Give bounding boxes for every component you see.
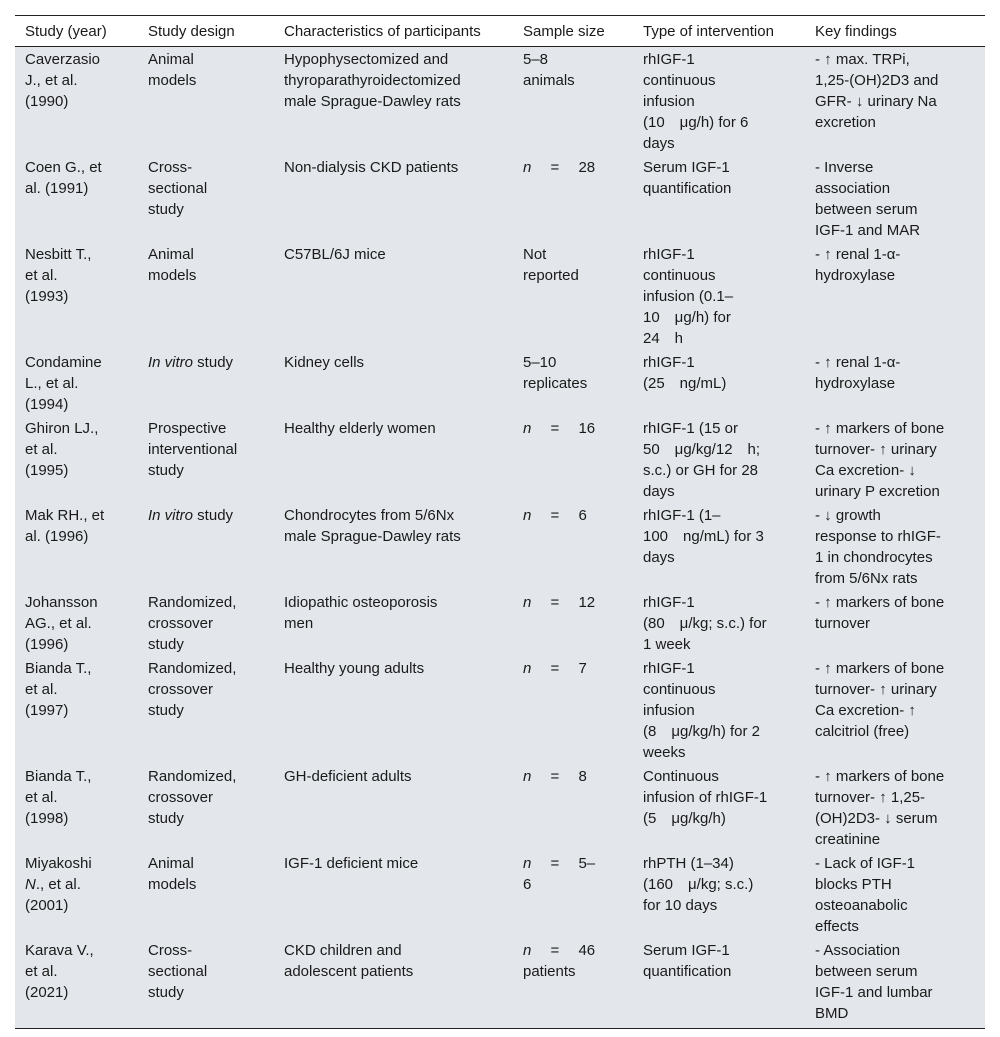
cell-line: s.c.) or GH for 28 — [643, 462, 759, 479]
cell-findings — [805, 938, 985, 1029]
cell-line: (2001) — [25, 897, 69, 914]
cell-line: male Sprague-Dawley rats — [284, 528, 461, 545]
cell-line: L., et al. — [25, 375, 79, 392]
cell-intervention — [633, 47, 805, 156]
cell-line: et al. — [25, 789, 58, 806]
cell-line: Bianda T., — [25, 660, 92, 677]
cell-line: n = 28 — [523, 159, 596, 176]
italic-n: n — [523, 942, 551, 959]
cell-line: Not — [523, 246, 547, 263]
cell-line: Idiopathic osteoporosis — [284, 594, 438, 611]
cell-study — [15, 47, 138, 156]
table-row — [15, 416, 985, 503]
cell-line: (10 μg/h) for 6 — [643, 114, 749, 131]
cell-line: Ghiron LJ., — [25, 420, 99, 437]
header-study: Study (year) — [15, 16, 138, 47]
cell-line: - ↑ max. TRPi, — [815, 51, 910, 68]
cell-study — [15, 350, 138, 416]
cell-line: et al. — [25, 267, 58, 284]
cell-line: 1,25-(OH)2D3 and — [815, 72, 939, 89]
cell-line: BMD — [815, 1005, 849, 1022]
cell-line: turnover- ↑ 1,25- — [815, 789, 926, 806]
italic-n: n — [523, 768, 551, 785]
cell-line: from 5/6Nx rats — [815, 570, 918, 587]
cell-intervention — [633, 350, 805, 416]
cell-study — [15, 590, 138, 656]
cell-line: IGF-1 and MAR — [815, 222, 921, 239]
cell-study — [15, 155, 138, 242]
cell-line: quantification — [643, 180, 732, 197]
cell-participants — [274, 416, 513, 503]
cell-sample — [513, 416, 633, 503]
cell-line: continuous — [643, 267, 716, 284]
cell-line: calcitriol (free) — [815, 723, 910, 740]
cell-line: days — [643, 483, 675, 500]
cell-line: et al. — [25, 963, 58, 980]
cell-line: patients — [523, 963, 576, 980]
cell-line: Serum IGF-1 — [643, 159, 730, 176]
cell-line: n = 16 — [523, 420, 596, 437]
cell-line: Randomized, — [148, 768, 237, 785]
cell-sample — [513, 503, 633, 590]
italic-n: n — [523, 594, 551, 611]
cell-line: urinary P excretion — [815, 483, 940, 500]
cell-design — [138, 47, 274, 156]
cell-line: (5 μg/kg/h) — [643, 810, 726, 827]
cell-line: - ↑ renal 1-α- — [815, 246, 901, 263]
cell-line: Karava V., — [25, 942, 94, 959]
cell-line: Serum IGF-1 — [643, 942, 730, 959]
cell-sample — [513, 47, 633, 156]
cell-line: 10 μg/h) for — [643, 309, 731, 326]
cell-line: al. (1991) — [25, 180, 89, 197]
cell-line: days — [643, 135, 675, 152]
cell-line: - ↑ markers of bone — [815, 660, 945, 677]
cell-line: response to rhIGF- — [815, 528, 941, 545]
cell-line: infusion — [643, 93, 695, 110]
cell-line: crossover — [148, 789, 214, 806]
cell-line: models — [148, 876, 197, 893]
cell-participants — [274, 590, 513, 656]
cell-line: replicates — [523, 375, 588, 392]
cell-line: N., et al. — [25, 876, 81, 893]
cell-participants — [274, 503, 513, 590]
cell-line: sectional — [148, 963, 208, 980]
header-sample: Sample size — [513, 16, 633, 47]
cell-line: Healthy young adults — [284, 660, 425, 677]
cell-line: rhIGF-1 — [643, 660, 695, 677]
cell-line: IGF-1 deficient mice — [284, 855, 419, 872]
cell-line: study — [148, 810, 184, 827]
italic-term: In vitro — [148, 354, 194, 371]
cell-sample — [513, 938, 633, 1029]
cell-line: Nesbitt T., — [25, 246, 92, 263]
cell-line: Cross- — [148, 942, 193, 959]
cell-study — [15, 656, 138, 764]
header-design: Study design — [138, 16, 274, 47]
table-header-row — [15, 16, 985, 47]
cell-line: n = 12 — [523, 594, 596, 611]
cell-study — [15, 242, 138, 350]
cell-line: Cross- — [148, 159, 193, 176]
cell-line: turnover — [815, 615, 871, 632]
cell-line: (2021) — [25, 984, 69, 1001]
cell-line: Condamine — [25, 354, 102, 371]
cell-line: association — [815, 180, 891, 197]
cell-line: study — [148, 984, 184, 1001]
cell-line: Ca excretion- ↑ — [815, 702, 916, 719]
cell-line: days — [643, 549, 675, 566]
cell-intervention — [633, 242, 805, 350]
cell-line: between serum — [815, 963, 918, 980]
table-body — [15, 47, 985, 1029]
cell-line: 5–10 — [523, 354, 557, 371]
cell-study — [15, 764, 138, 851]
cell-line: et al. — [25, 681, 58, 698]
cell-line: CKD children and — [284, 942, 402, 959]
cell-intervention — [633, 503, 805, 590]
cell-line: crossover — [148, 615, 214, 632]
cell-line: - Association — [815, 942, 901, 959]
cell-line: models — [148, 72, 197, 89]
cell-intervention — [633, 938, 805, 1029]
cell-line: rhIGF-1 (15 or — [643, 420, 739, 437]
cell-line: infusion of rhIGF-1 — [643, 789, 768, 806]
cell-line: quantification — [643, 963, 732, 980]
table-row — [15, 590, 985, 656]
cell-line: (8 μg/kg/h) for 2 — [643, 723, 761, 740]
cell-line: GH-deficient adults — [284, 768, 412, 785]
cell-intervention — [633, 416, 805, 503]
cell-design — [138, 242, 274, 350]
cell-line: IGF-1 and lumbar — [815, 984, 933, 1001]
cell-line: interventional — [148, 441, 238, 458]
cell-line: n = 7 — [523, 660, 587, 677]
cell-line: rhIGF-1 — [643, 354, 695, 371]
cell-findings — [805, 416, 985, 503]
italic-initial: N — [25, 876, 36, 893]
cell-findings — [805, 764, 985, 851]
cell-design — [138, 938, 274, 1029]
header-participants: Characteristics of participants — [274, 16, 513, 47]
table-row — [15, 851, 985, 938]
cell-findings — [805, 155, 985, 242]
cell-line: study — [148, 636, 184, 653]
table-row — [15, 242, 985, 350]
cell-line: Prospective — [148, 420, 227, 437]
cell-line: (80 μ/kg; s.c.) for — [643, 615, 767, 632]
cell-line: reported — [523, 267, 579, 284]
header-intervention: Type of intervention — [633, 16, 805, 47]
cell-line: (OH)2D3- ↓ serum — [815, 810, 938, 827]
cell-sample — [513, 764, 633, 851]
cell-findings — [805, 350, 985, 416]
studies-table — [15, 15, 985, 1029]
cell-design — [138, 851, 274, 938]
cell-design — [138, 155, 274, 242]
cell-study — [15, 503, 138, 590]
cell-line: - ↑ renal 1-α- — [815, 354, 901, 371]
cell-participants — [274, 242, 513, 350]
cell-line: models — [148, 267, 197, 284]
cell-line: crossover — [148, 681, 214, 698]
cell-line: (1997) — [25, 702, 69, 719]
cell-line: 6 — [523, 876, 532, 893]
table-container — [15, 15, 985, 1029]
cell-participants — [274, 851, 513, 938]
cell-study — [15, 416, 138, 503]
cell-line: for 10 days — [643, 897, 718, 914]
cell-intervention — [633, 590, 805, 656]
cell-line: turnover- ↑ urinary — [815, 441, 937, 458]
cell-line: (1996) — [25, 636, 69, 653]
cell-line: blocks PTH — [815, 876, 892, 893]
cell-line: study — [148, 201, 184, 218]
cell-line: 1 week — [643, 636, 691, 653]
cell-participants — [274, 764, 513, 851]
table-row — [15, 350, 985, 416]
cell-line: male Sprague-Dawley rats — [284, 93, 461, 110]
cell-line: men — [284, 615, 314, 632]
cell-participants — [274, 155, 513, 242]
cell-line: hydroxylase — [815, 375, 896, 392]
cell-line: sectional — [148, 180, 208, 197]
cell-line: 24 h — [643, 330, 684, 347]
cell-line: Animal — [148, 855, 194, 872]
cell-participants — [274, 350, 513, 416]
cell-line: Chondrocytes from 5/6Nx — [284, 507, 455, 524]
cell-line: - ↑ markers of bone — [815, 594, 945, 611]
cell-findings — [805, 503, 985, 590]
cell-line: infusion (0.1– — [643, 288, 734, 305]
cell-line: - ↑ markers of bone — [815, 420, 945, 437]
cell-line: rhIGF-1 (1– — [643, 507, 721, 524]
cell-line: study — [148, 462, 184, 479]
cell-line: 5–8 — [523, 51, 549, 68]
cell-line: J., et al. — [25, 72, 78, 89]
cell-line: Coen G., et — [25, 159, 102, 176]
cell-line: excretion — [815, 114, 876, 131]
table-row — [15, 938, 985, 1029]
cell-line: (1995) — [25, 462, 69, 479]
cell-line: Randomized, — [148, 660, 237, 677]
table-row — [15, 155, 985, 242]
cell-line: n = 5– — [523, 855, 596, 872]
cell-line: (1994) — [25, 396, 69, 413]
cell-line: Non-dialysis CKD patients — [284, 159, 459, 176]
cell-line: hydroxylase — [815, 267, 896, 284]
cell-line: continuous — [643, 681, 716, 698]
cell-design — [138, 503, 274, 590]
cell-intervention — [633, 764, 805, 851]
cell-line: (160 μ/kg; s.c.) — [643, 876, 754, 893]
cell-line: C57BL/6J mice — [284, 246, 386, 263]
cell-sample — [513, 851, 633, 938]
cell-line: animals — [523, 72, 575, 89]
cell-line: creatinine — [815, 831, 881, 848]
cell-line: n = 46 — [523, 942, 596, 959]
cell-line: between serum — [815, 201, 918, 218]
cell-intervention — [633, 851, 805, 938]
cell-line: continuous — [643, 72, 716, 89]
table-row — [15, 503, 985, 590]
cell-participants — [274, 938, 513, 1029]
cell-line: n = 6 — [523, 507, 587, 524]
cell-line: weeks — [643, 744, 686, 761]
cell-design — [138, 656, 274, 764]
cell-line: (1998) — [25, 810, 69, 827]
cell-sample — [513, 656, 633, 764]
cell-line: (1993) — [25, 288, 69, 305]
cell-line: Kidney cells — [284, 354, 365, 371]
cell-line: In vitro study — [148, 507, 234, 524]
cell-sample — [513, 590, 633, 656]
cell-line: infusion — [643, 702, 695, 719]
cell-line: In vitro study — [148, 354, 234, 371]
cell-design — [138, 590, 274, 656]
cell-intervention — [633, 656, 805, 764]
cell-line: study — [148, 702, 184, 719]
cell-line: rhPTH (1–34) — [643, 855, 734, 872]
cell-line: rhIGF-1 — [643, 246, 695, 263]
cell-design — [138, 416, 274, 503]
cell-sample — [513, 350, 633, 416]
cell-line: turnover- ↑ urinary — [815, 681, 937, 698]
cell-line: Bianda T., — [25, 768, 92, 785]
table-row — [15, 656, 985, 764]
cell-study — [15, 851, 138, 938]
cell-line: Caverzasio — [25, 51, 101, 68]
cell-intervention — [633, 155, 805, 242]
cell-line: - Inverse — [815, 159, 874, 176]
italic-n: n — [523, 855, 551, 872]
cell-line: rhIGF-1 — [643, 594, 695, 611]
cell-findings — [805, 656, 985, 764]
italic-n: n — [523, 159, 551, 176]
cell-line: Continuous — [643, 768, 719, 785]
cell-line: osteoanabolic — [815, 897, 908, 914]
cell-sample — [513, 242, 633, 350]
cell-line: 100 ng/mL) for 3 — [643, 528, 764, 545]
cell-line: effects — [815, 918, 859, 935]
table-row — [15, 47, 985, 156]
cell-line: - ↑ markers of bone — [815, 768, 945, 785]
header-findings: Key findings — [805, 16, 985, 47]
cell-design — [138, 764, 274, 851]
cell-line: rhIGF-1 — [643, 51, 695, 68]
cell-line: et al. — [25, 441, 58, 458]
cell-findings — [805, 242, 985, 350]
cell-line: (1990) — [25, 93, 69, 110]
table-row — [15, 764, 985, 851]
cell-line: Hypophysectomized and — [284, 51, 449, 68]
italic-n: n — [523, 420, 551, 437]
cell-line: (25 ng/mL) — [643, 375, 727, 392]
cell-findings — [805, 47, 985, 156]
cell-line: Animal — [148, 51, 194, 68]
cell-participants — [274, 656, 513, 764]
cell-findings — [805, 590, 985, 656]
cell-line: n = 8 — [523, 768, 587, 785]
cell-line: - ↓ growth — [815, 507, 881, 524]
cell-line: Ca excretion- ↓ — [815, 462, 916, 479]
cell-study — [15, 938, 138, 1029]
cell-line: Healthy elderly women — [284, 420, 436, 437]
cell-line: GFR- ↓ urinary Na — [815, 93, 937, 110]
cell-line: adolescent patients — [284, 963, 414, 980]
italic-term: In vitro — [148, 507, 194, 524]
cell-line: Animal — [148, 246, 194, 263]
cell-line: Johansson — [25, 594, 98, 611]
cell-line: 1 in chondrocytes — [815, 549, 933, 566]
cell-line: 50 μg/kg/12 h; — [643, 441, 761, 458]
cell-line: Randomized, — [148, 594, 237, 611]
cell-findings — [805, 851, 985, 938]
cell-line: AG., et al. — [25, 615, 92, 632]
cell-design — [138, 350, 274, 416]
cell-sample — [513, 155, 633, 242]
cell-line: - Lack of IGF-1 — [815, 855, 916, 872]
cell-line: al. (1996) — [25, 528, 89, 545]
italic-n: n — [523, 660, 551, 677]
cell-line: Mak RH., et — [25, 507, 105, 524]
cell-participants — [274, 47, 513, 156]
italic-n: n — [523, 507, 551, 524]
cell-line: thyroparathyroidectomized — [284, 72, 461, 89]
cell-line: Miyakoshi — [25, 855, 92, 872]
